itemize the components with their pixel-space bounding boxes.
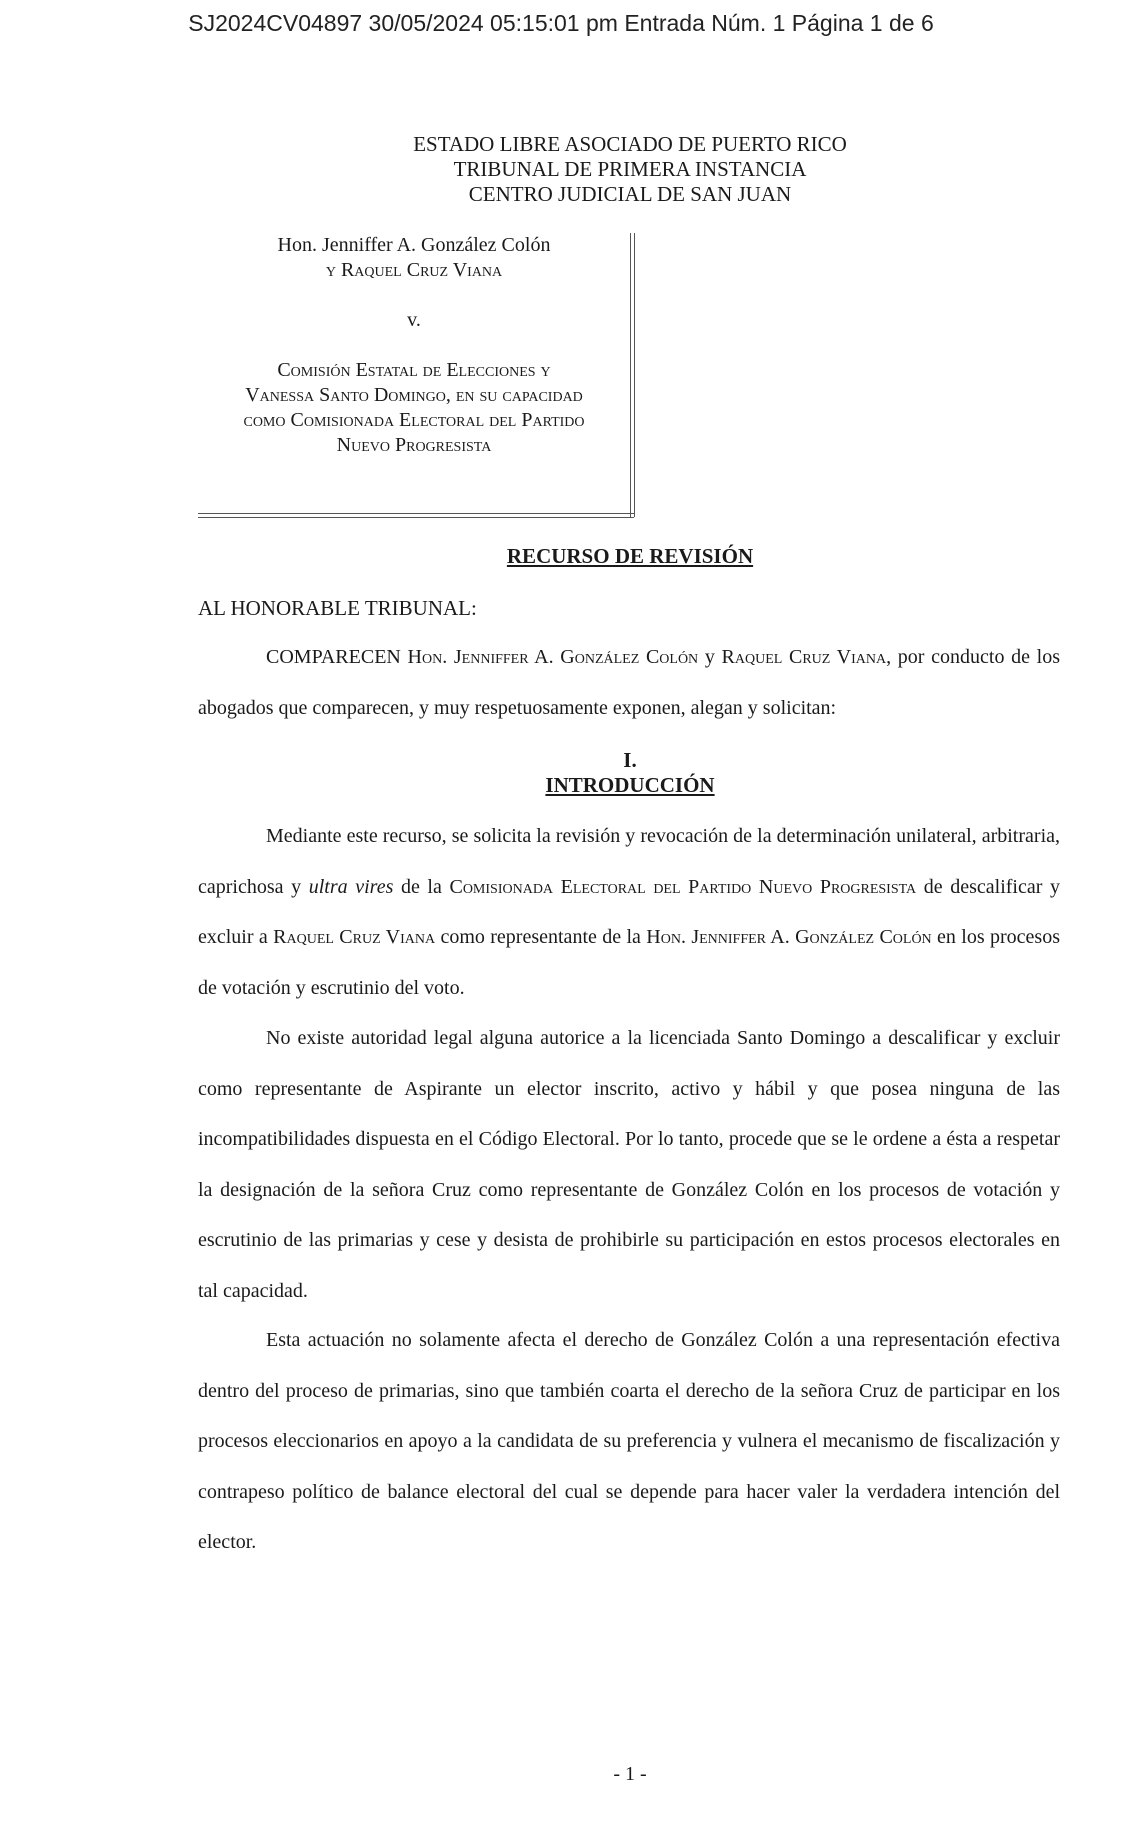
filing-stamp: SJ2024CV04897 30/05/2024 05:15:01 pm Entrada Núm. 1 Página 1 de 6 [188, 10, 934, 36]
appearance-paragraph [198, 632, 1060, 733]
plaintiff-line-2: y Raquel Cruz Viana [325, 259, 503, 281]
appearance-text-3: , por conducto de los abogados que comparecen, y muy respetuosamente exponen, alegan y solicitan: [198, 646, 1061, 719]
para1-text-5: en los procesos de votación y escrutinio del voto. [198, 926, 1060, 999]
para1-text-3: de descalificar y excluir a [198, 875, 1061, 948]
section-heading [0, 748, 1122, 798]
court-heading [0, 132, 1122, 207]
para1-italic: ultra vires [308, 875, 394, 898]
section-title: INTRODUCCIÓN [545, 773, 715, 797]
court-line-3: CENTRO JUDICIAL DE SAN JUAN [468, 182, 792, 206]
defendant-line-4: Nuevo Progresista [336, 434, 492, 456]
document-title: RECURSO DE REVISIÓN [506, 544, 754, 568]
defendant-line-2: Vanessa Santo Domingo, en su capacidad [245, 384, 583, 406]
paragraph-1 [198, 811, 1060, 1013]
plaintiff-line-1: Hon. Jenniffer A. González Colón [277, 234, 551, 256]
paragraph-2: No existe autoridad legal alguna autorice a la licenciada Santo Domingo a descalificar y excluir como representante de Aspirante un elector inscrito, activo y hábil y que posea ninguna de las incompatibilidades dispuesta en el Código Electoral. Por lo tanto, procede que se le ordene a ésta a respetar la designación de la señora Cruz como representante de González Colón en los procesos de votación y escrutinio de las primarias y cese y desista de prohibirle su participación en estos procesos electorales en tal capacidad. [198, 1027, 1060, 1302]
para1-text-1: Mediante este recurso, se solicita la revisión y revocación de la determinación unilateral, arbitraria, caprichosa y [198, 825, 1060, 898]
caption-border-right [630, 233, 631, 517]
para1-smallcaps-2: Raquel Cruz Viana [273, 926, 436, 948]
appearance-text-2: y [698, 646, 722, 668]
caption-border-bottom [198, 513, 634, 514]
defendant-line-1: Comisión Estatal de Elecciones y [277, 359, 551, 381]
case-caption [198, 233, 630, 515]
appearance-text-1: COMPARECEN [266, 646, 408, 668]
para1-text-4: como representante de la [435, 926, 647, 948]
defendant-line-3: como Comisionada Electoral del Partido [243, 409, 585, 431]
court-line-2: TRIBUNAL DE PRIMERA INSTANCIA [453, 157, 807, 181]
salutation: AL HONORABLE TRIBUNAL: [198, 596, 477, 620]
section-number: I. [623, 748, 637, 772]
caption-text [198, 233, 630, 458]
appearance-name-1: Hon. Jenniffer A. González Colón [407, 646, 699, 668]
appearance-name-2: Raquel Cruz Viana [721, 646, 887, 668]
para1-text-2: de la [393, 875, 450, 898]
page-number: - 1 - [613, 1763, 647, 1785]
para1-smallcaps-3: Hon. Jenniffer A. González Colón [646, 926, 932, 948]
para1-smallcaps-1: Comisionada Electoral del Partido Nuevo Progresista [449, 875, 917, 898]
court-line-1: ESTADO LIBRE ASOCIADO DE PUERTO RICO [413, 132, 847, 156]
versus: v. [407, 309, 421, 331]
caption-border-right-outer [634, 233, 635, 517]
paragraph-3: Esta actuación no solamente afecta el derecho de González Colón a una representación efectiva dentro del proceso de primarias, sino que también coarta el derecho de la señora Cruz de participar en los procesos eleccionarios en apoyo a la candidata de su preferencia y vulnera el mecanismo de fiscalización y contrapeso político de balance electoral del cual se depende para hacer valer la verdadera intención del elector. [198, 1329, 1060, 1553]
caption-border-bottom-outer [198, 517, 634, 518]
